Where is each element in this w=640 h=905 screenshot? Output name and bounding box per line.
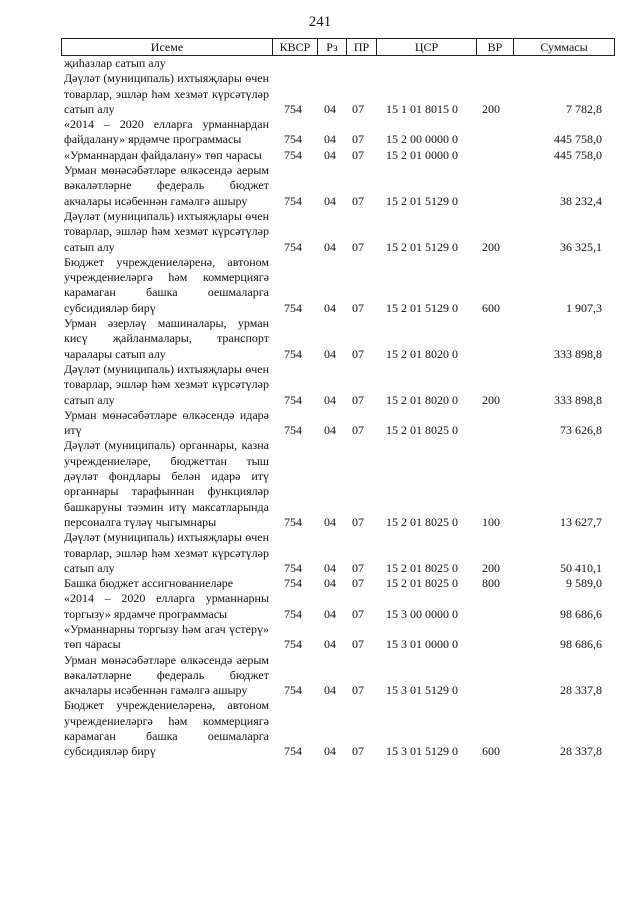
row-pr: 07	[352, 560, 364, 575]
row-kvsr: 754	[284, 637, 302, 652]
row-csr: 15 2 01 5129 0	[386, 193, 458, 208]
row-pr: 07	[352, 346, 364, 361]
row-sum: 36 325,1	[560, 239, 602, 254]
row-csr: 15 2 01 0000 0	[386, 147, 458, 162]
row-rz: 04	[324, 683, 336, 698]
row-rz: 04	[324, 392, 336, 407]
row-rz: 04	[324, 346, 336, 361]
row-sum: 28 337,8	[560, 744, 602, 759]
row-rz: 04	[324, 744, 336, 759]
row-kvsr: 754	[284, 239, 302, 254]
row-vr: 200	[482, 239, 500, 254]
row-csr: 15 3 01 5129 0	[386, 683, 458, 698]
row-kvsr: 754	[284, 300, 302, 315]
row-name: Дәүләт (муниципаль) ихтыяҗлары өчен товарлар, эшләр һәм хезмәт күрсәтүләр сатып алу	[64, 361, 269, 407]
row-pr: 07	[352, 637, 364, 652]
table-row	[0, 362, 640, 408]
row-name: Урман мөнәсәбәтләре өлкәсендә аерым вәкаләтләрне федераль бюджет акчалары исәбеннән гамәлгә ашыру	[64, 163, 269, 208]
row-csr: 15 2 01 8020 0	[386, 392, 458, 407]
row-sum: 9 589,0	[566, 576, 602, 591]
row-kvsr: 754	[284, 132, 302, 147]
row-name: «Урманнардан файдалану» төп чарасы	[64, 147, 262, 162]
row-kvsr: 754	[284, 606, 302, 621]
table-row	[0, 591, 640, 622]
table-row	[0, 209, 640, 255]
row-kvsr: 754	[284, 147, 302, 162]
row-name: Дәүләт (муниципаль) ихтыяҗлары өчен товарлар, эшләр һәм хезмәт күрсәтүләр сатып алу	[64, 208, 269, 254]
row-name: Урман әзерләү машиналары, урман кисү җайланмалары, транспорт чаралары сатып алу	[64, 316, 269, 361]
row-name: Урман мөнәсәбәтләре өлкәсендә аерым вәкаләтләрне федераль бюджет акчалары исәбеннән гамәлгә ашыру	[64, 652, 269, 698]
table-row	[0, 698, 640, 759]
row-sum: 445 758,0	[554, 147, 602, 162]
table-row	[0, 576, 640, 591]
row-vr: 600	[482, 300, 500, 315]
row-rz: 04	[324, 423, 336, 438]
header-sum: Суммасы	[540, 40, 588, 54]
row-kvsr: 754	[284, 683, 302, 698]
header-vr: ВР	[477, 39, 514, 55]
row-pr: 07	[352, 147, 364, 162]
table-row	[0, 117, 640, 148]
row-rz: 04	[324, 193, 336, 208]
row-sum: 73 626,8	[560, 423, 602, 438]
row-sum: 38 232,4	[560, 193, 602, 208]
table-row	[0, 56, 640, 71]
row-name: Бюджет учреждениеләренә, автоном учреждениеләргә һәм коммерциягә карамаган башка оешмаларга субсидияләр бирү	[64, 698, 269, 759]
row-sum: 333 898,8	[554, 392, 602, 407]
row-kvsr: 754	[284, 193, 302, 208]
row-kvsr: 754	[284, 576, 302, 591]
row-sum: 333 898,8	[554, 346, 602, 361]
row-pr: 07	[352, 101, 364, 116]
row-kvsr: 754	[284, 101, 302, 116]
row-rz: 04	[324, 576, 336, 591]
row-pr: 07	[352, 132, 364, 147]
row-pr: 07	[352, 423, 364, 438]
row-name: Бюджет учреждениеләренә, автоном учреждениеләргә һәм коммерциягә карамаган башка оешмаларга субсидияләр бирү	[64, 254, 269, 315]
table-row	[0, 316, 640, 362]
header-name: Исеме	[62, 39, 273, 55]
table-row	[0, 163, 640, 209]
row-sum: 13 627,7	[560, 514, 602, 529]
row-sum: 445 758,0	[554, 132, 602, 147]
row-csr: 15 2 01 8025 0	[386, 423, 458, 438]
row-csr: 15 1 01 8015 0	[386, 101, 458, 116]
row-pr: 07	[352, 300, 364, 315]
table-row	[0, 71, 640, 117]
table-body	[0, 56, 640, 760]
table-row	[0, 653, 640, 699]
row-name: Дәүләт (муниципаль) органнары, казна учреждениеләре, бюджеттан тыш дәүләт фондлары белән идарә итү органнары тарафыннан функцияләр башкаруны тәэмин итү максатларында персоналга түләү чыгымнары	[64, 438, 269, 529]
row-pr: 07	[352, 193, 364, 208]
row-name: «2014 – 2020 елларга урманнардан файдалану» ярдәмче программасы	[64, 117, 269, 147]
row-kvsr: 754	[284, 423, 302, 438]
row-kvsr: 754	[284, 392, 302, 407]
header-pr: ПР	[347, 39, 377, 55]
row-kvsr: 754	[284, 560, 302, 575]
table-row	[0, 255, 640, 316]
row-vr: 600	[482, 744, 500, 759]
row-name: Дәүләт (муниципаль) ихтыяҗлары өчен товарлар, эшләр һәм хезмәт күрсәтүләр сатып алу	[64, 71, 269, 116]
row-sum: 28 337,8	[560, 683, 602, 698]
row-sum: 1 907,3	[566, 300, 602, 315]
row-vr: 800	[482, 576, 500, 591]
row-pr: 07	[352, 514, 364, 529]
row-kvsr: 754	[284, 514, 302, 529]
page-number: 241	[308, 14, 332, 30]
row-sum: 7 782,8	[566, 101, 602, 116]
table-row	[0, 408, 640, 439]
header-rz: Рз	[318, 39, 347, 55]
table-header	[61, 38, 615, 56]
row-sum: 50 410,1	[560, 560, 602, 575]
row-csr: 15 3 01 5129 0	[386, 744, 458, 759]
row-name: Башка бюджет ассигнованиеләре	[64, 576, 234, 591]
row-vr: 200	[482, 392, 500, 407]
row-csr: 15 2 01 8025 0	[386, 514, 458, 529]
header-kvsr: КВСР	[273, 39, 318, 55]
row-vr: 100	[482, 514, 500, 529]
row-rz: 04	[324, 637, 336, 652]
row-kvsr: 754	[284, 346, 302, 361]
row-name: Дәүләт (муниципаль) ихтыяҗлары өчен товарлар, эшләр һәм хезмәт күрсәтүләр сатып алу	[64, 530, 269, 575]
row-csr: 15 2 01 5129 0	[386, 239, 458, 254]
row-sum: 98 686,6	[560, 637, 602, 652]
row-rz: 04	[324, 101, 336, 116]
row-rz: 04	[324, 132, 336, 147]
row-csr: 15 2 01 5129 0	[386, 300, 458, 315]
row-pr: 07	[352, 683, 364, 698]
header-csr: ЦСР	[377, 39, 477, 55]
row-pr: 07	[352, 744, 364, 759]
row-csr: 15 2 00 0000 0	[386, 132, 458, 147]
row-pr: 07	[352, 239, 364, 254]
row-name: «2014 – 2020 елларга урманнарны торгызу» ярдәмче программасы	[64, 591, 269, 621]
table-row	[0, 622, 640, 653]
row-rz: 04	[324, 514, 336, 529]
table-row	[0, 148, 640, 163]
row-rz: 04	[324, 606, 336, 621]
row-vr: 200	[482, 101, 500, 116]
row-csr: 15 2 01 8025 0	[386, 576, 458, 591]
row-kvsr: 754	[284, 744, 302, 759]
table-row	[0, 438, 640, 530]
row-name: Урман мөнәсәбәтләре өлкәсендә идарә итү	[64, 407, 269, 438]
row-csr: 15 3 01 0000 0	[386, 637, 458, 652]
row-pr: 07	[352, 606, 364, 621]
row-pr: 07	[352, 576, 364, 591]
row-csr: 15 3 00 0000 0	[386, 606, 458, 621]
row-rz: 04	[324, 300, 336, 315]
row-csr: 15 2 01 8020 0	[386, 346, 458, 361]
row-rz: 04	[324, 239, 336, 254]
row-csr: 15 2 01 8025 0	[386, 560, 458, 575]
row-name: җиһазлар сатып алу	[64, 56, 166, 70]
row-name: «Урманнарны торгызу һәм агач үстерү» төп чарасы	[64, 621, 269, 652]
row-rz: 04	[324, 560, 336, 575]
row-sum: 98 686,6	[560, 606, 602, 621]
table-row	[0, 530, 640, 576]
row-vr: 200	[482, 560, 500, 575]
row-rz: 04	[324, 147, 336, 162]
row-pr: 07	[352, 392, 364, 407]
